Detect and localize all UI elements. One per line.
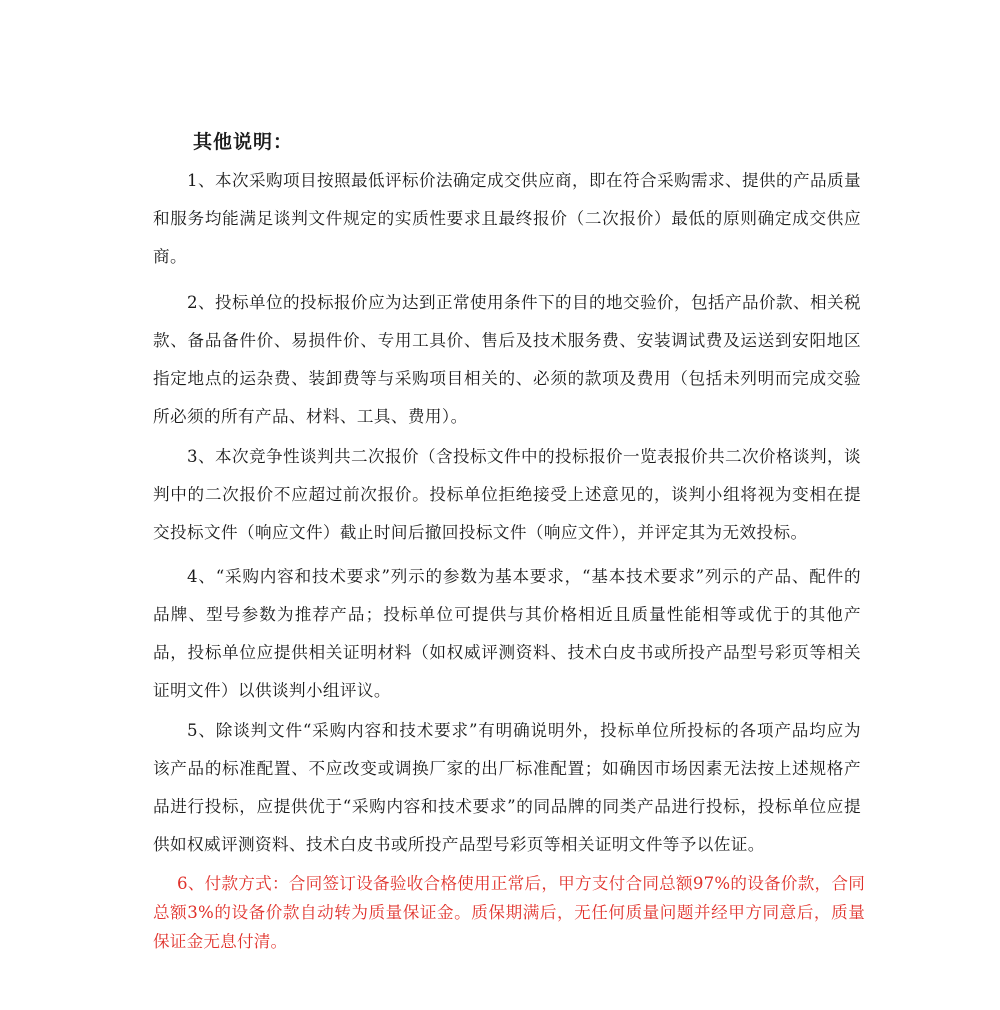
clause-1: 1、本次采购项目按照最低评标价法确定成交供应商，即在符合采购需求、提供的产品质量和服务均能满足谈判文件规定的实质性要求且最终报价（二次报价）最低的原则确定成交供应商。	[153, 171, 861, 266]
clause-4: 4、“采购内容和技术要求”列示的参数为基本要求，“基本技术要求”列示的产品、配件的品牌、型号参数为推荐产品；投标单位可提供与其价格相近且质量性能相等或优于的其他产品，投标单位应提供相关证明材料（如权威评测资料、技术白皮书或所投产品型号彩页等相关证明文件）以供谈判小组评议。	[153, 567, 861, 700]
clause-6-payment-terms: 6、付款方式：合同签订设备验收合格使用正常后，甲方支付合同总额97%的设备价款，合同总额3%的设备价款自动转为质量保证金。质保期满后，无任何质量问题并经甲方同意后，质量保证金无息付清。	[153, 874, 865, 951]
section-heading: 其他说明：	[193, 131, 294, 153]
clause-2: 2、投标单位的投标报价应为达到正常使用条件下的目的地交验价，包括产品价款、相关税款、备品备件价、易损件价、专用工具价、售后及技术服务费、安装调试费及运送到安阳地区指定地点的运杂费、装卸费等与采购项目相关的、必须的款项及费用（包括未列明而完成交验所必须的所有产品、材料、工具、费用）。	[153, 293, 861, 426]
clause-3: 3、本次竞争性谈判共二次报价（含投标文件中的投标报价一览表报价共二次价格谈判，谈判中的二次报价不应超过前次报价。投标单位拒绝接受上述意见的，谈判小组将视为变相在提交投标文件（响应文件）截止时间后撤回投标文件（响应文件），并评定其为无效投标。	[153, 447, 861, 542]
clause-5: 5、除谈判文件“采购内容和技术要求”有明确说明外，投标单位所投标的各项产品均应为该产品的标准配置、不应改变或调换厂家的出厂标准配置；如确因市场因素无法按上述规格产品进行投标，应提供优于“采购内容和技术要求”的同品牌的同类产品进行投标，投标单位应提供如权威评测资料、技术白皮书或所投产品型号彩页等相关证明文件等予以佐证。	[153, 721, 861, 854]
